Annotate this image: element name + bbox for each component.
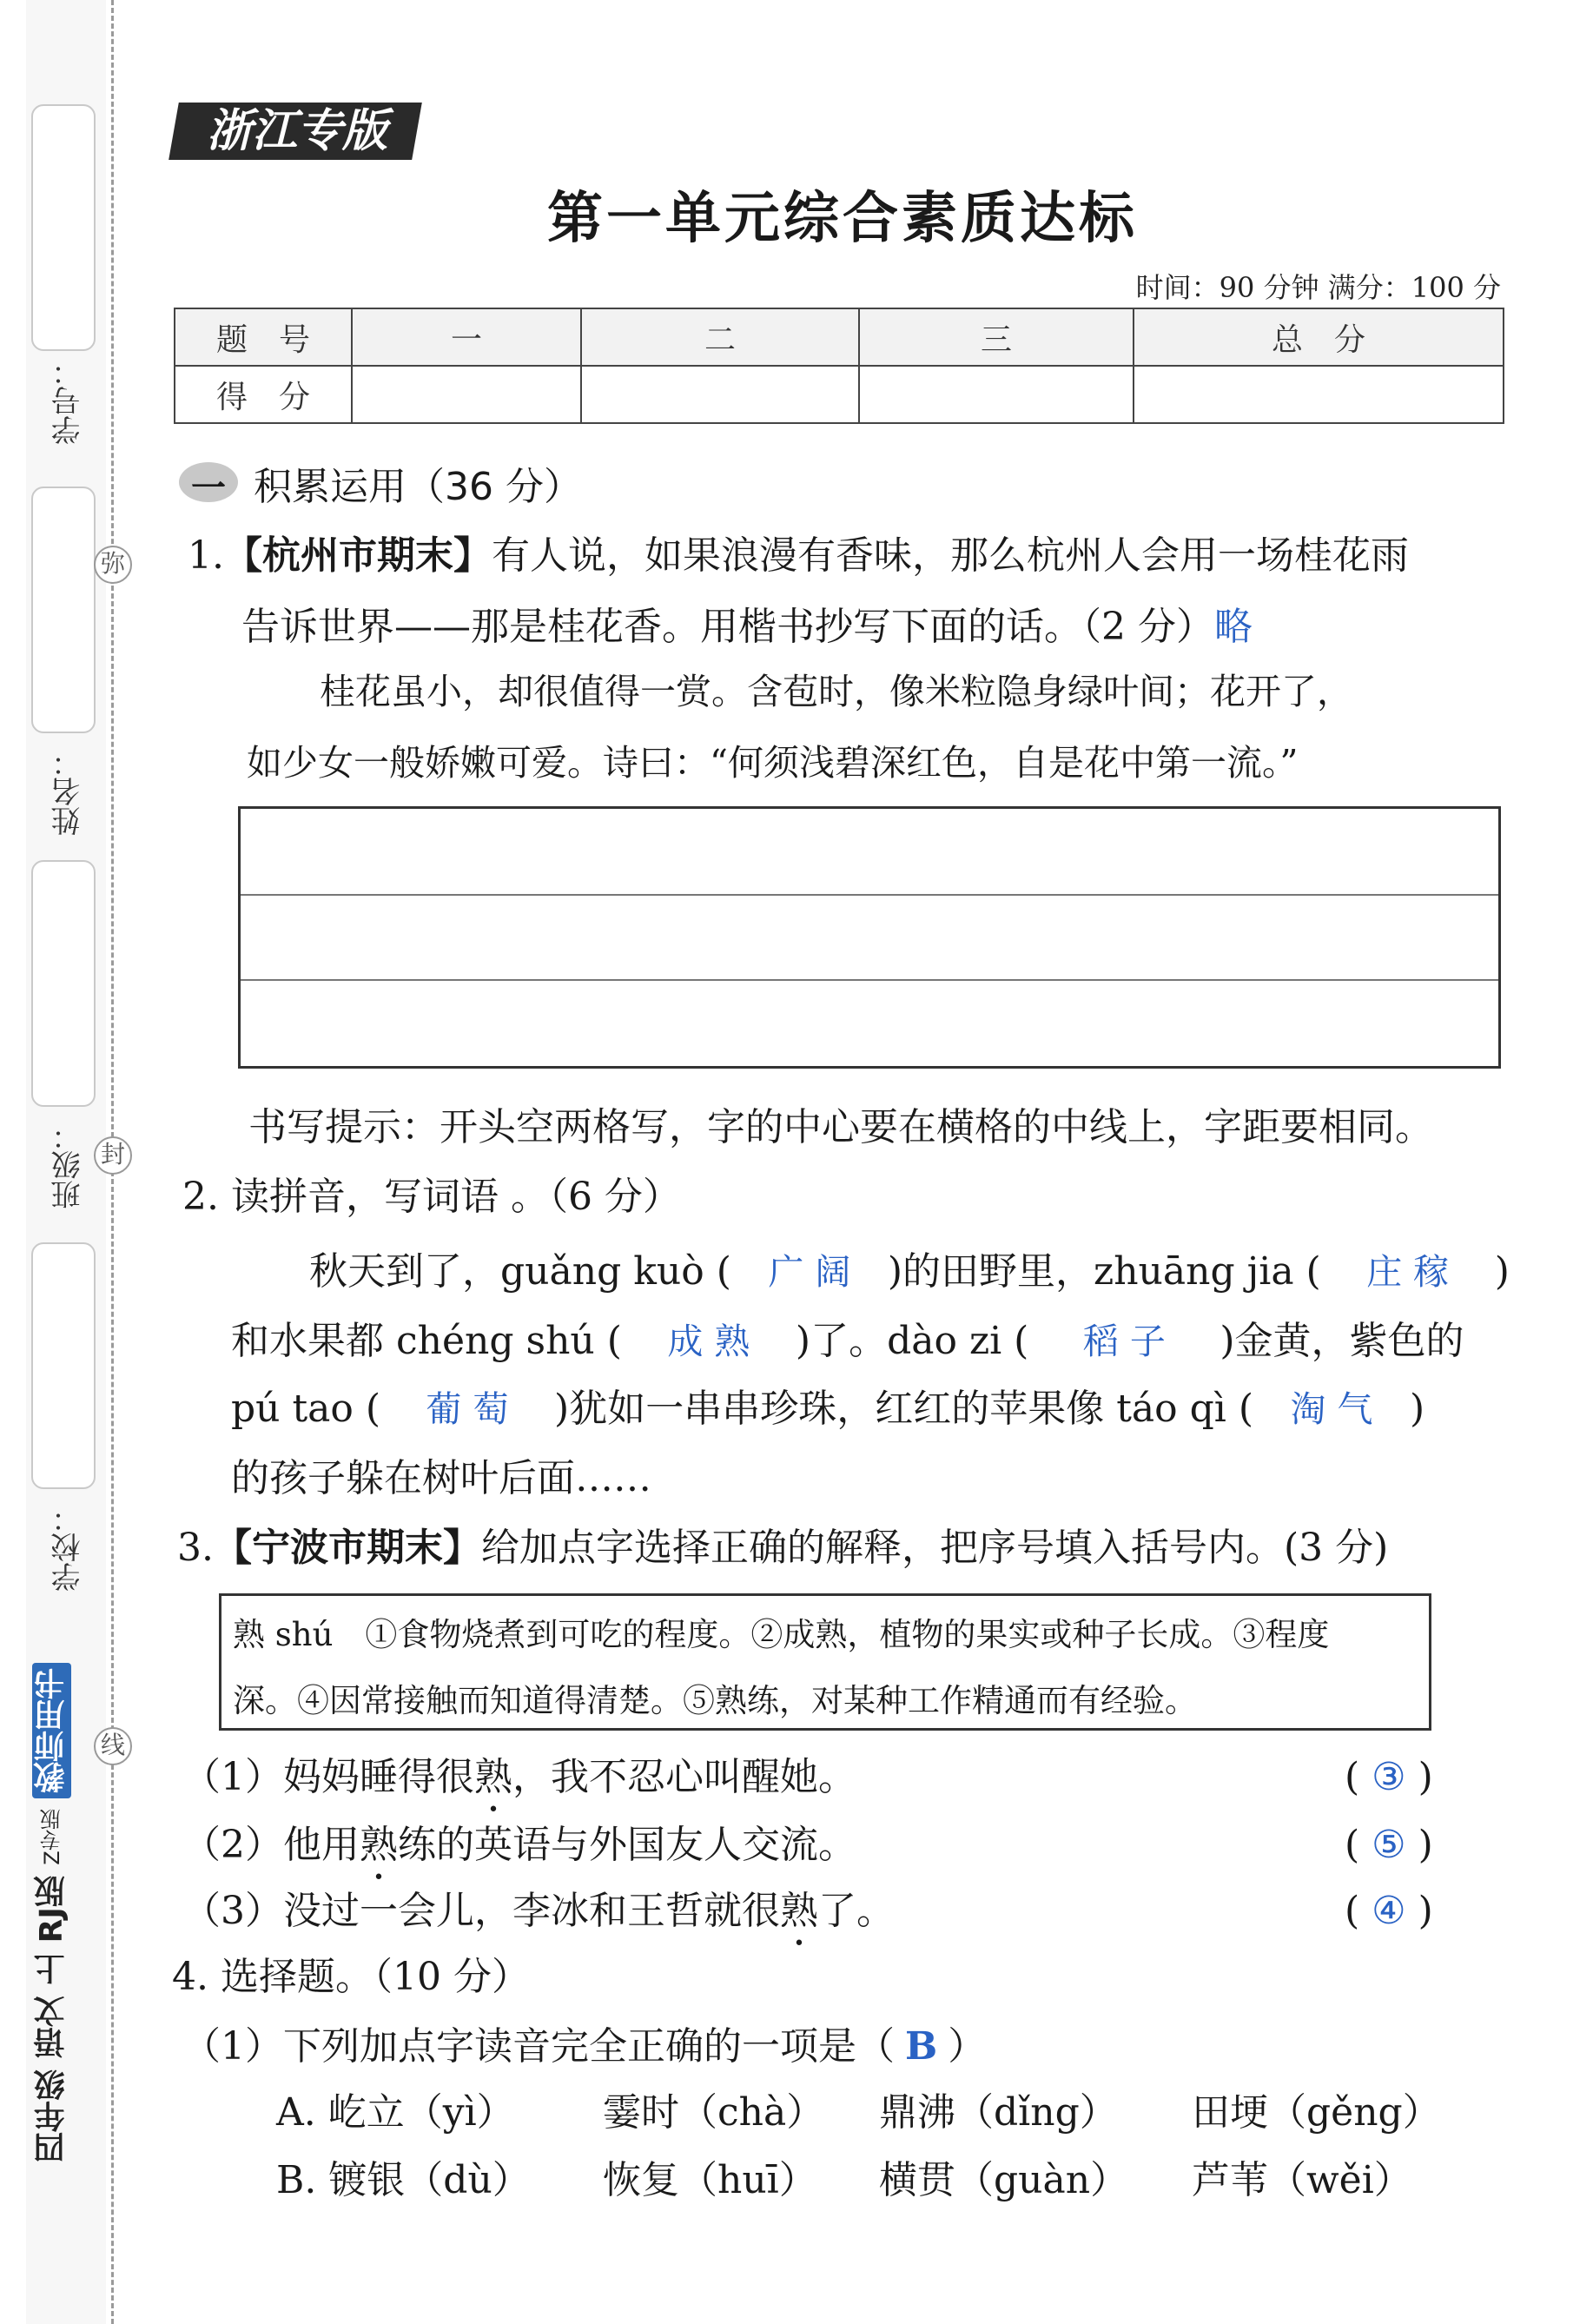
option-b-1[interactable]: B. 镀银（dù） xyxy=(276,2158,531,2202)
option-b-4: 芦苇（wěi） xyxy=(1192,2158,1412,2202)
score-input-1[interactable] xyxy=(352,366,581,423)
q4-sub1-answer[interactable]: B xyxy=(905,2024,938,2069)
q3-item-text: 练的英语与外国友人交流。 xyxy=(398,1823,856,1867)
q2-text: )犹如一串串珍珠，红红的苹果像 táo qì ( xyxy=(554,1387,1253,1431)
teacher-edition-badge: 教师用书 xyxy=(32,1663,71,1798)
q2-text: )金黄，紫色的 xyxy=(1220,1319,1464,1363)
q2-title: 2. 读拼音，写词语 。（6 分） xyxy=(182,1175,681,1219)
q2-answer-2[interactable]: 庄 稼 xyxy=(1366,1251,1450,1293)
dotted-char: 熟 xyxy=(474,1755,512,1799)
score-cell: 得 分 xyxy=(175,366,352,423)
school-box[interactable] xyxy=(31,1242,96,1489)
q2-text: ) xyxy=(1494,1249,1510,1294)
page-title: 第一单元综合素质达标 xyxy=(547,186,1138,251)
score-input-total[interactable] xyxy=(1134,366,1504,423)
section-title: 积累运用（36 分） xyxy=(254,465,582,509)
q3-text: 给加点字选择正确的解释，把序号填入括号内。(3 分) xyxy=(480,1526,1389,1570)
edition-volume: 上 xyxy=(34,1953,69,1985)
q2-line3 xyxy=(231,1387,1424,1432)
q3-item-1 xyxy=(182,1755,856,1821)
q2-text: ) xyxy=(1409,1387,1425,1431)
edition-banner: 浙江专版 xyxy=(206,105,387,157)
q1-passage1: 桂花虽小，却很值得一赏。含苞时，像米粒隐身绿叶间；花开了， xyxy=(320,671,1352,712)
q2-text: )了。dào zi ( xyxy=(795,1319,1029,1363)
score-cell: 总 分 xyxy=(1134,308,1504,366)
option-b-3: 横贯（guàn） xyxy=(879,2158,1129,2202)
q3-answer-3: ④ xyxy=(1372,1889,1406,1933)
writing-guideline xyxy=(241,894,1498,896)
q3-answer-slot-3[interactable]: ( ④ ) xyxy=(1345,1889,1433,1933)
section-number: 一 xyxy=(191,467,226,508)
q1-text1: 有人说，如果浪漫有香味，那么杭州人会用一场桂花雨 xyxy=(491,533,1409,578)
q2-line1 xyxy=(309,1249,1510,1294)
option-a-4: 田埂（gěng） xyxy=(1192,2090,1441,2135)
q4-sub1 xyxy=(182,2024,986,2069)
q3-answer-slot-1[interactable]: ( ③ ) xyxy=(1345,1755,1433,1799)
q1-number: 1. xyxy=(188,533,224,578)
q2-answer-1[interactable]: 广 阔 xyxy=(768,1251,851,1293)
q3-item-text: 了。 xyxy=(818,1889,895,1933)
score-input-3[interactable] xyxy=(859,366,1134,423)
q3-source: 【宁波市期末】 xyxy=(213,1526,481,1570)
option-b-2: 恢复（huī） xyxy=(603,2158,817,2202)
writing-hint: 书写提示：开头空两格写，字的中心要在横格的中线上，字距要相同。 xyxy=(248,1105,1433,1149)
q4-title: 4. 选择题。（10 分） xyxy=(172,1955,530,1999)
q1-line1 xyxy=(188,533,1409,579)
q2-answer-3[interactable]: 成 熟 xyxy=(667,1321,750,1362)
school-label: 学校： xyxy=(51,1503,86,1592)
option-a-1[interactable]: A. 屹立（yì） xyxy=(276,2090,515,2135)
class-box[interactable] xyxy=(31,860,96,1107)
q3-item-2 xyxy=(182,1823,856,1889)
q3-item-3 xyxy=(182,1889,895,1955)
score-cell: 三 xyxy=(859,308,1134,366)
edition-subject: 语文 xyxy=(34,1996,69,2059)
q1-source: 【杭州市期末】 xyxy=(223,533,492,578)
dotted-char: 熟 xyxy=(780,1889,818,1933)
q2-line4: 的孩子躲在树叶后面…… xyxy=(231,1456,651,1500)
class-label: 班级： xyxy=(51,1121,86,1209)
score-cell: 题 号 xyxy=(175,308,352,366)
q3-answer-2: ⑤ xyxy=(1372,1823,1406,1867)
score-input-2[interactable] xyxy=(581,366,859,423)
q3-item-text: ，我不忍心叫醒她。 xyxy=(512,1755,856,1799)
edition-special: Z专版 xyxy=(40,1809,64,1865)
seal-xian: 线 xyxy=(94,1727,132,1765)
q3-item-text: （2）他用 xyxy=(182,1823,360,1867)
q2-answer-6[interactable]: 淘 气 xyxy=(1290,1388,1373,1430)
name-label: 姓名： xyxy=(51,747,86,836)
q1-text2: 告诉世界——那是桂花香。用楷书抄写下面的话。（2 分） xyxy=(241,605,1214,649)
definition-line1: 熟 shú ①食物烧煮到可吃的程度。②成熟，植物的果实或种子长成。③程度 xyxy=(233,1616,1330,1653)
seal-mi: 弥 xyxy=(94,546,132,584)
q3-item-text: （3）没过一会儿，李冰和王哲就很 xyxy=(182,1889,780,1933)
q1-passage2: 如少女一般娇嫩可爱。诗曰：“何须浅碧深红色，自是花中第一流。” xyxy=(247,742,1299,784)
time-info: 时间：90 分钟 满分：100 分 xyxy=(1135,271,1501,304)
student-id-label: 学号： xyxy=(51,356,86,445)
q3-title xyxy=(177,1526,1388,1571)
q2-answer-5[interactable]: 葡 萄 xyxy=(426,1388,509,1430)
score-value-row xyxy=(175,366,1504,423)
edition-label xyxy=(30,1590,75,2163)
q2-text: 秋天到了，guǎng kuò ( xyxy=(309,1249,731,1294)
q2-text: 和水果都 chéng shú ( xyxy=(231,1319,622,1363)
handwriting-box[interactable] xyxy=(238,806,1501,1069)
q2-answer-4[interactable]: 稻 子 xyxy=(1082,1321,1166,1362)
q2-text: pú tao ( xyxy=(231,1387,381,1431)
q3-item-text: （1）妈妈睡得很 xyxy=(182,1755,474,1799)
edition-version: RJ版 xyxy=(34,1876,69,1943)
score-header-row xyxy=(175,308,1504,366)
option-a-3: 鼎沸（dǐng） xyxy=(879,2090,1118,2135)
q1-answer: 略 xyxy=(1213,605,1253,649)
student-id-box[interactable] xyxy=(31,104,96,351)
option-a-2: 霎时（chà） xyxy=(603,2090,825,2135)
q4-sub1-text: ） xyxy=(948,2024,987,2069)
q2-line2 xyxy=(231,1319,1464,1364)
q3-answer-1: ③ xyxy=(1372,1755,1406,1799)
score-table xyxy=(174,308,1504,424)
q3-number: 3. xyxy=(177,1526,214,1570)
name-box[interactable] xyxy=(31,487,96,733)
q4-sub1-text: （1）下列加点字读音完全正确的一项是（ xyxy=(182,2024,895,2069)
dotted-char: 熟 xyxy=(360,1823,398,1867)
score-cell: 一 xyxy=(352,308,581,366)
writing-guideline xyxy=(241,979,1498,981)
edition-grade: 四年级 xyxy=(34,2069,69,2163)
q2-text: )的田野里，zhuāng jia ( xyxy=(887,1249,1321,1294)
score-cell: 二 xyxy=(581,308,859,366)
q3-answer-slot-2[interactable]: ( ⑤ ) xyxy=(1345,1823,1433,1867)
seal-feng: 封 xyxy=(94,1136,132,1175)
definition-line2: 深。④因常接触而知道得清楚。⑤熟练，对某种工作精通而有经验。 xyxy=(233,1682,1197,1719)
q1-line2 xyxy=(241,605,1253,650)
